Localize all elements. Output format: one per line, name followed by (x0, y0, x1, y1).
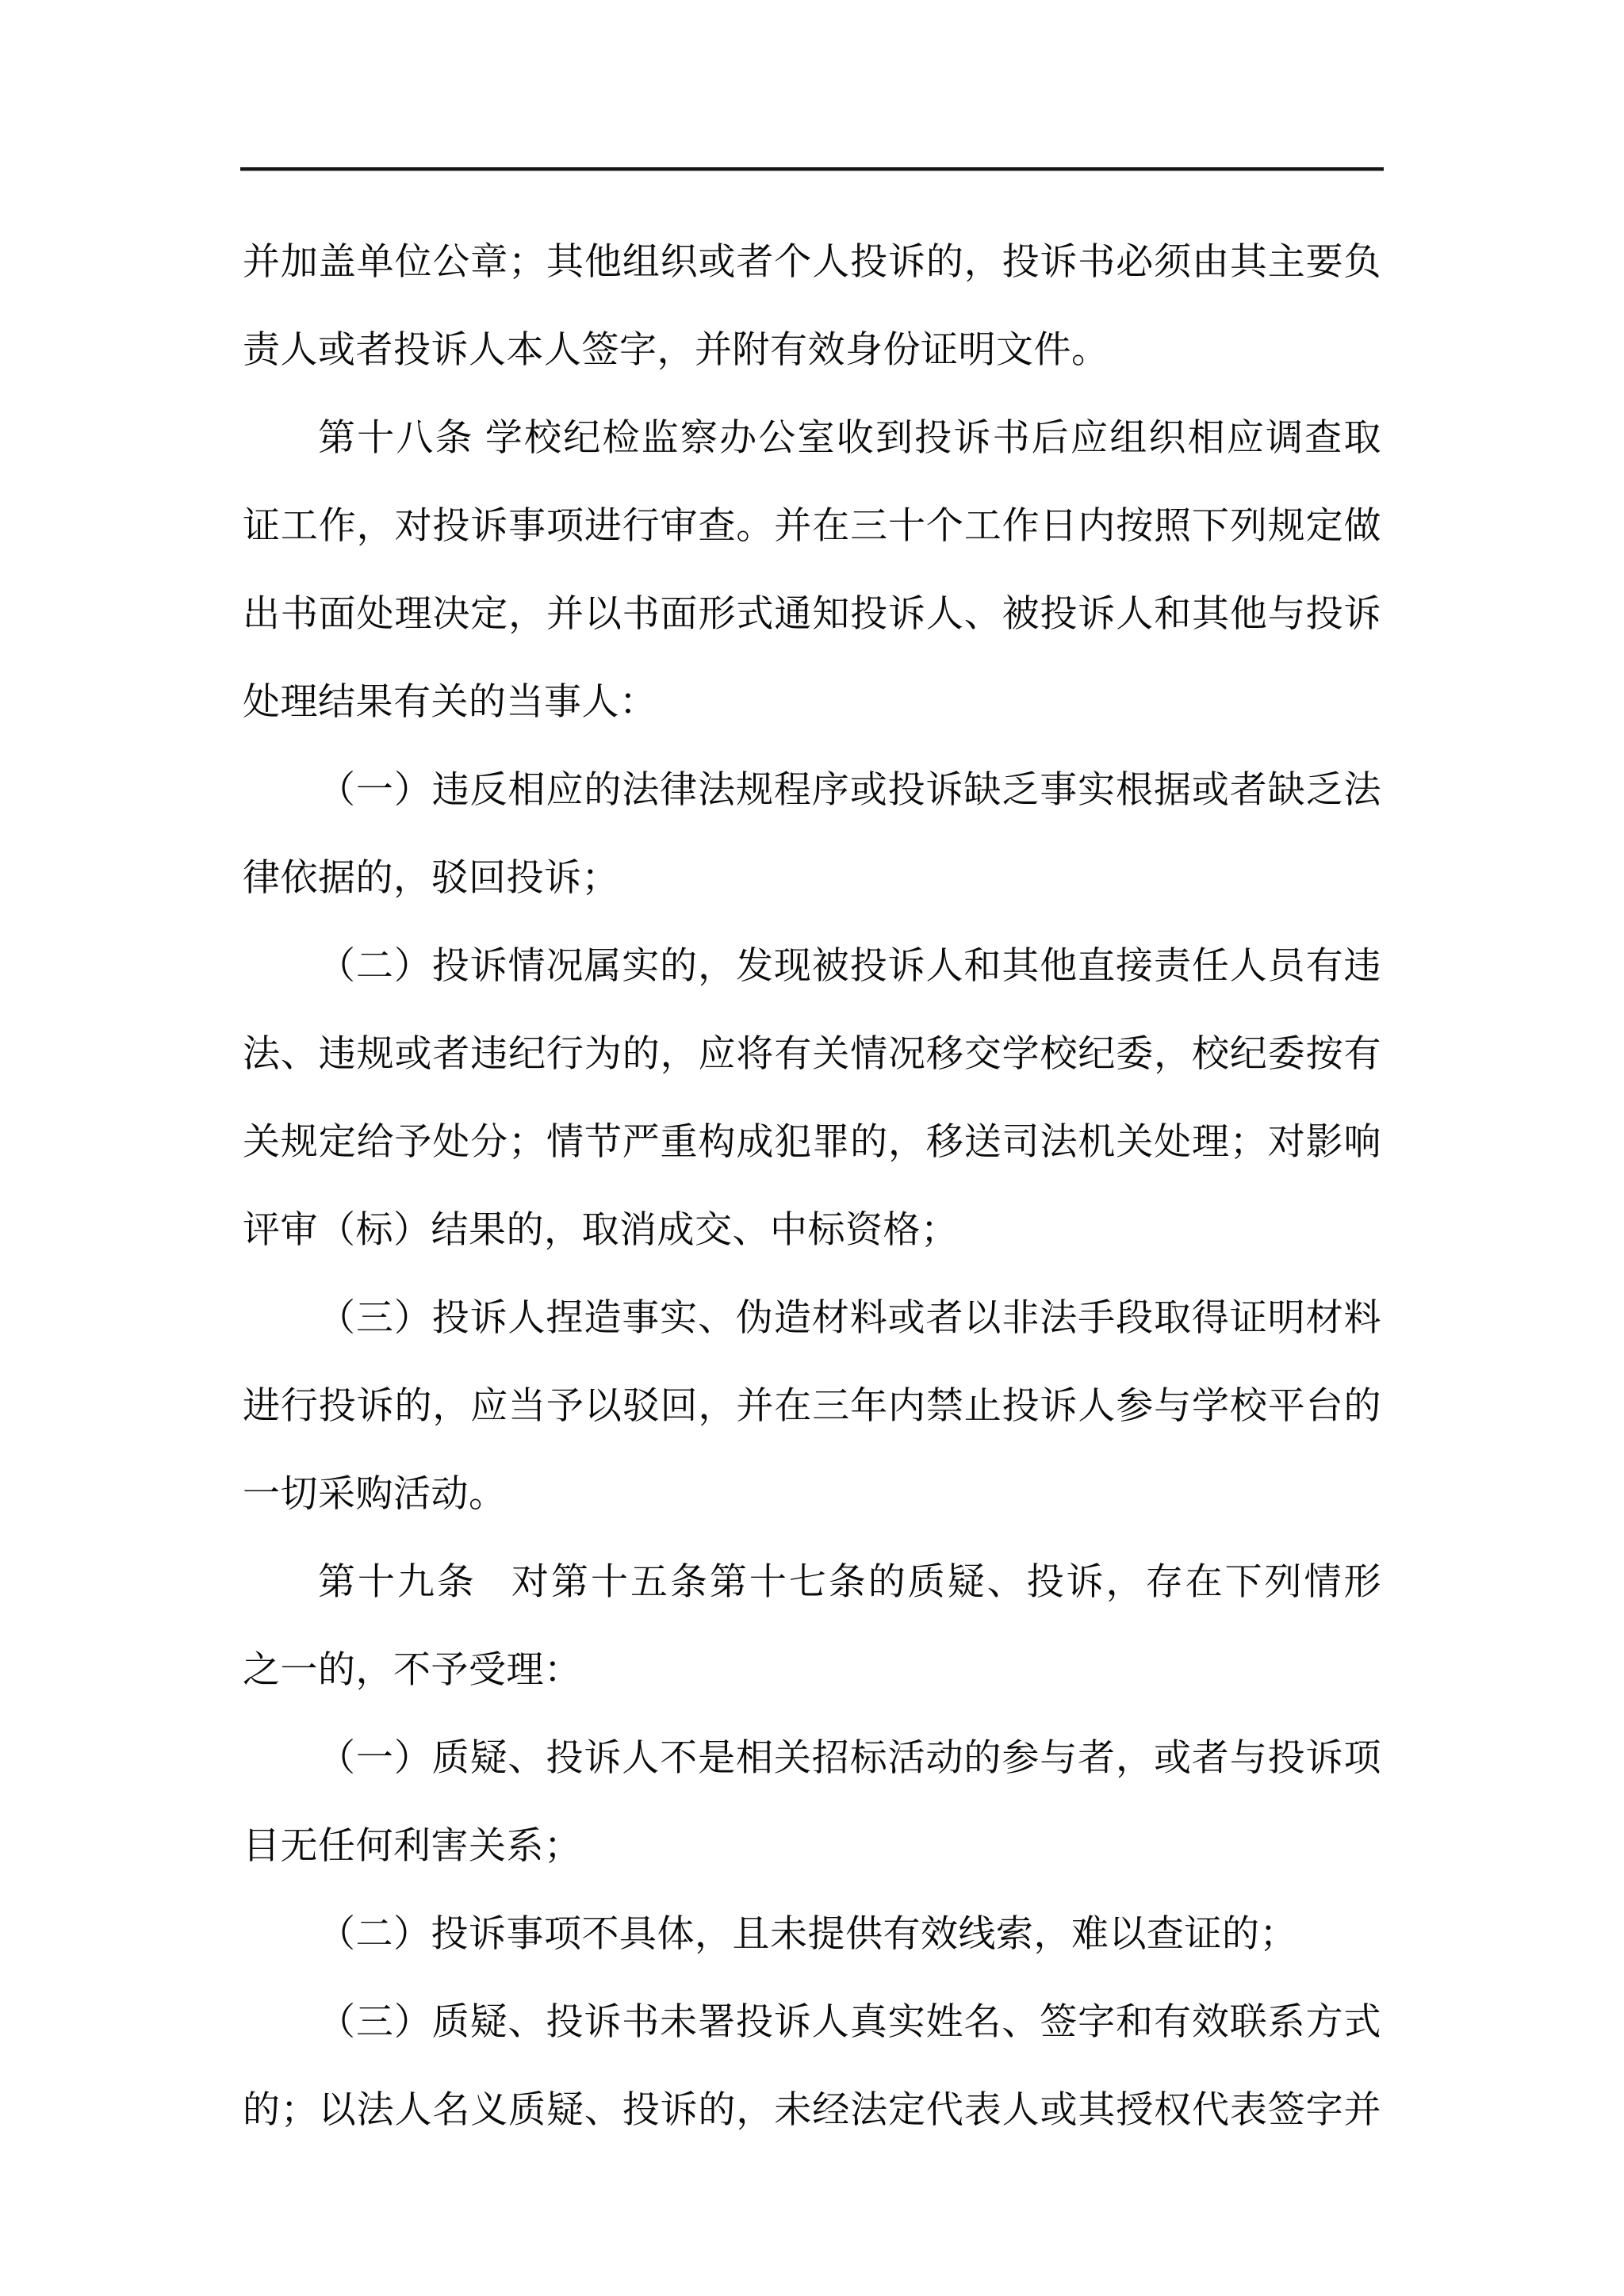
text-line: （二）投诉情况属实的，发现被投诉人和其他直接责任人员有违 (318, 946, 1381, 987)
text-line: 评审（标）结果的，取消成交、中标资格； (243, 1210, 959, 1251)
text-line: 处理结果有关的当事人： (243, 682, 657, 723)
text-line: 一切采购活动。 (243, 1474, 507, 1515)
text-line: 的；以法人名义质疑、投诉的，未经法定代表人或其授权代表签字并 (243, 2090, 1381, 2131)
text-line: （三）投诉人捏造事实、伪造材料或者以非法手段取得证明材料 (318, 1298, 1381, 1339)
text-line: 证工作，对投诉事项进行审查。并在三十个工作日内按照下列规定做 (243, 506, 1381, 547)
text-line: 并加盖单位公章；其他组织或者个人投诉的，投诉书必须由其主要负 (243, 242, 1381, 283)
text-line: （三）质疑、投诉书未署投诉人真实姓名、签字和有效联系方式 (318, 2002, 1381, 2043)
text-line: 律依据的，驳回投诉； (243, 858, 619, 899)
text-line: 关规定给予处分；情节严重构成犯罪的，移送司法机关处理；对影响 (243, 1122, 1381, 1163)
text-line: （一）违反相应的法律法规程序或投诉缺乏事实根据或者缺乏法 (318, 770, 1381, 811)
header-rule (240, 167, 1384, 171)
text-line: 出书面处理决定，并以书面形式通知投诉人、被投诉人和其他与投诉 (243, 594, 1381, 635)
text-line: 责人或者投诉人本人签字，并附有效身份证明文件。 (243, 330, 1109, 371)
text-line: 第十九条 对第十五条第十七条的质疑、投诉，存在下列情形 (318, 1562, 1381, 1603)
text-line: 法、违规或者违纪行为的，应将有关情况移交学校纪委，校纪委按有 (243, 1034, 1381, 1075)
text-line: （一）质疑、投诉人不是相关招标活动的参与者，或者与投诉项 (318, 1738, 1381, 1779)
text-line: 之一的，不予受理： (243, 1650, 582, 1691)
text-line: 第十八条 学校纪检监察办公室收到投诉书后应组织相应调查取 (318, 418, 1381, 459)
document-body (243, 219, 1381, 2155)
text-line: （二）投诉事项不具体，且未提供有效线索，难以查证的； (318, 1914, 1297, 1955)
text-line: 目无任何利害关系； (243, 1826, 582, 1867)
text-line: 进行投诉的，应当予以驳回，并在三年内禁止投诉人参与学校平台的 (243, 1386, 1381, 1427)
